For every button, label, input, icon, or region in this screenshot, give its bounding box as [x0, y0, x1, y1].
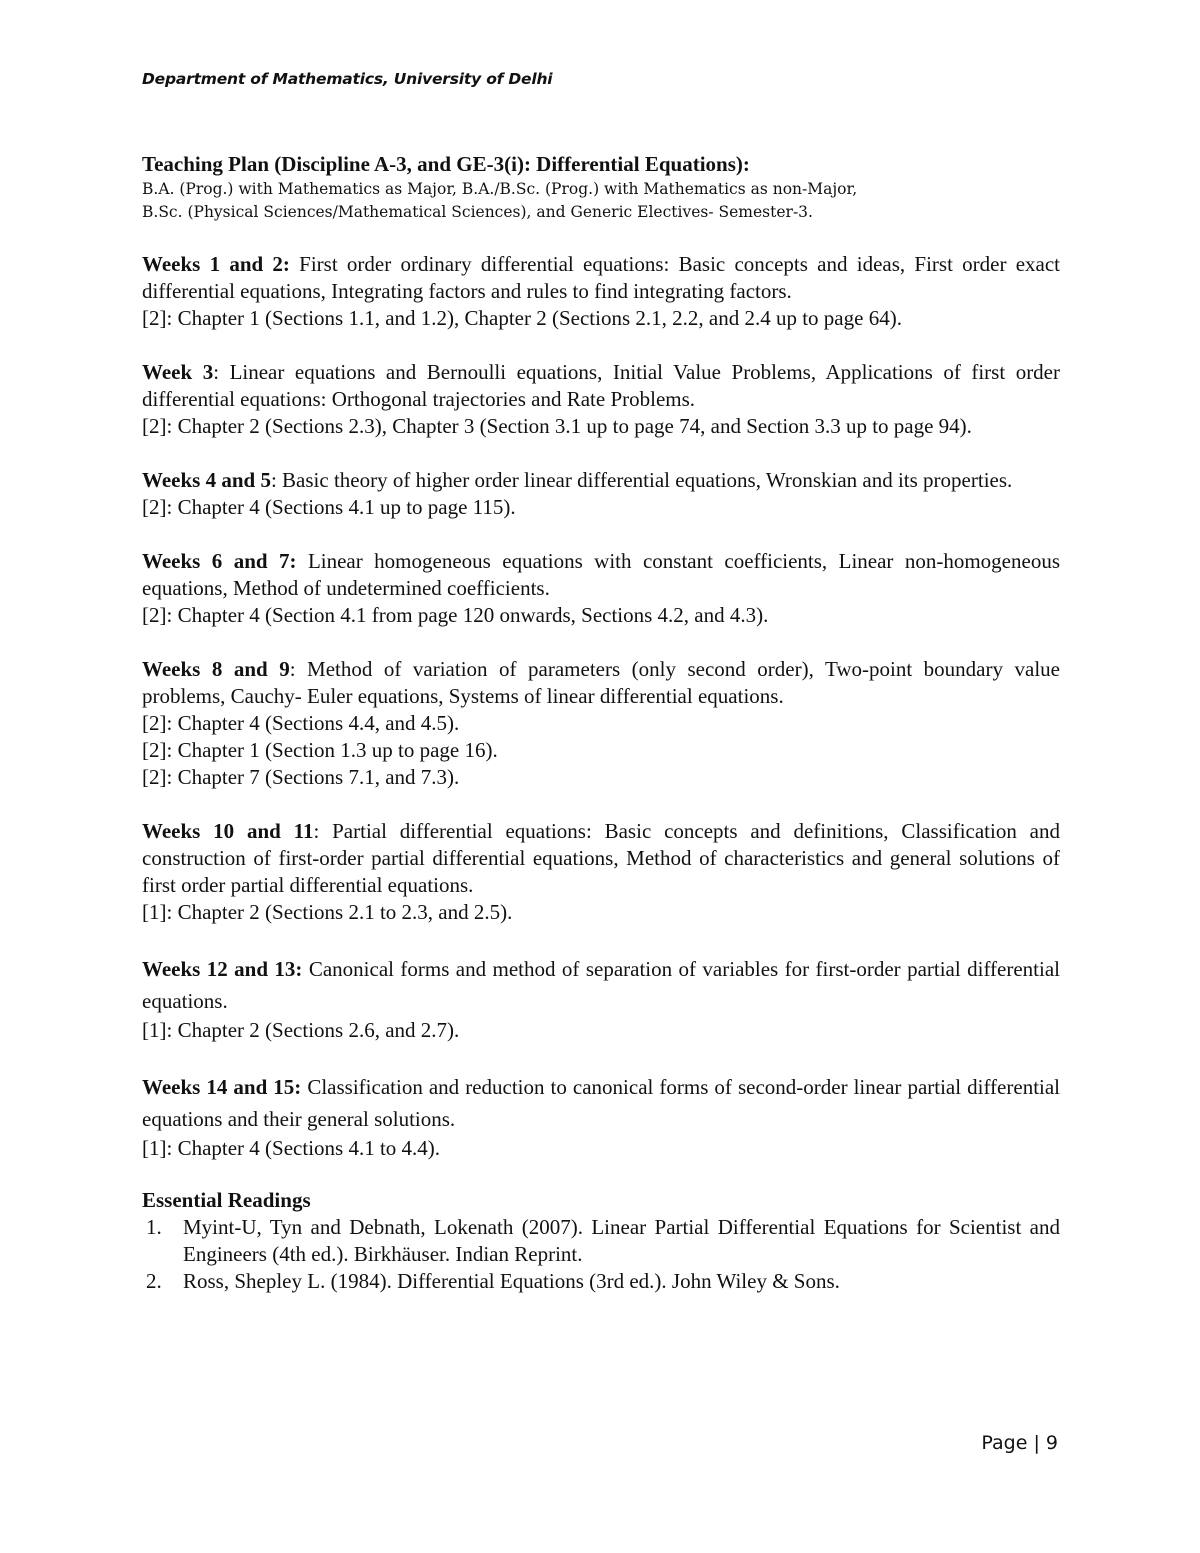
week-text: : Linear equations and Bernoulli equations, Initial Value Problems, Applications of first order differential equations: Orthogonal trajectories and Rate Problems.: [142, 360, 1060, 411]
week-text: Linear homogeneous equations with constant coefficients, Linear non-homogeneous equations, Method of undetermined coefficients.: [142, 549, 1060, 600]
week-description: [142, 548, 1060, 602]
week-section: [142, 1071, 1060, 1162]
readings-list: [142, 1214, 1060, 1295]
week-label: Weeks 4 and 5: [142, 468, 271, 492]
week-reference: [1]: Chapter 2 (Sections 2.6, and 2.7).: [142, 1018, 460, 1042]
week-text: Classification and reduction to canonical forms of second-order linear partial differential equations and their general solutions.: [142, 1075, 1061, 1131]
week-section: [142, 251, 1060, 332]
week-description: [142, 1071, 1060, 1135]
week-label: Week 3: [142, 360, 214, 384]
teaching-plan-title: Teaching Plan (Discipline A-3, and GE-3(i): Differential Equations):: [142, 152, 750, 176]
week-text: First order ordinary differential equations: Basic concepts and ideas, First order exact differential equations, Integrating factors and rules to find integrating factors.: [142, 252, 1060, 303]
page-content: [142, 150, 1060, 1295]
week-label: Weeks 10 and 11: [142, 819, 314, 843]
week-reference: [2]: Chapter 4 (Section 4.1 from page 120 onwards, Sections 4.2, and 4.3).: [142, 603, 769, 627]
week-text: : Partial differential equations: Basic concepts and definitions, Classification and construction of first-order partial differential equations, Method of characteristics and general solutions of first order partial differential equations.: [142, 819, 1060, 897]
week-label: Weeks 1 and 2:: [142, 252, 290, 276]
week-label: Weeks 14 and 15:: [142, 1075, 302, 1099]
week-description: [142, 251, 1060, 305]
week-text: : Method of variation of parameters (only second order), Two-point boundary value problems, Cauchy- Euler equations, Systems of linear differential equations.: [142, 657, 1060, 708]
week-section: [142, 359, 1060, 440]
reading-number: 2.: [146, 1269, 162, 1293]
week-reference: [1]: Chapter 2 (Sections 2.1 to 2.3, and 2.5).: [142, 900, 513, 924]
week-reference: [2]: Chapter 4 (Sections 4.1 up to page 115).: [142, 495, 516, 519]
subtitle-line: B.A. (Prog.) with Mathematics as Major, B.A./B.Sc. (Prog.) with Mathematics as non-Major,: [142, 180, 858, 198]
reading-text: Myint-U, Tyn and Debnath, Lokenath (2007). Linear Partial Differential Equations for Scientist and Engineers (4th ed.). Birkhäuser. Indian Reprint.: [183, 1215, 1060, 1266]
reading-item: [142, 1268, 1060, 1295]
reading-item: [142, 1214, 1060, 1268]
week-reference: [2]: Chapter 4 (Sections 4.4, and 4.5).: [142, 711, 460, 735]
essential-readings: [142, 1187, 1060, 1295]
week-section: [142, 953, 1060, 1044]
week-reference: [2]: Chapter 1 (Sections 1.1, and 1.2), Chapter 2 (Sections 2.1, 2.2, and 2.4 up to page 64).: [142, 306, 902, 330]
week-description: [142, 467, 1060, 494]
reading-number: 1.: [146, 1215, 162, 1239]
week-description: [142, 818, 1060, 899]
week-reference: [2]: Chapter 2 (Sections 2.3), Chapter 3 (Section 3.1 up to page 74, and Section 3.3 up to page 94).: [142, 414, 972, 438]
week-label: Weeks 12 and 13:: [142, 957, 303, 981]
page-header: Department of Mathematics, University of Delhi: [142, 70, 553, 88]
week-label: Weeks 6 and 7:: [142, 549, 297, 573]
week-section: [142, 467, 1060, 521]
week-text: : Basic theory of higher order linear differential equations, Wronskian and its properties.: [270, 468, 1013, 492]
week-section: [142, 656, 1060, 791]
week-label: Weeks 8 and 9: [142, 657, 290, 681]
week-description: [142, 359, 1060, 413]
week-section: [142, 818, 1060, 926]
week-reference: [2]: Chapter 7 (Sections 7.1, and 7.3).: [142, 765, 460, 789]
subtitle-line: B.Sc. (Physical Sciences/Mathematical Sciences), and Generic Electives- Semester-3.: [142, 203, 813, 221]
week-reference: [1]: Chapter 4 (Sections 4.1 to 4.4).: [142, 1136, 441, 1160]
week-description: [142, 656, 1060, 710]
essential-readings-title: Essential Readings: [142, 1188, 311, 1212]
reading-text: Ross, Shepley L. (1984). Differential Equations (3rd ed.). John Wiley & Sons.: [183, 1269, 840, 1293]
week-text: Canonical forms and method of separation of variables for first-order partial differential equations.: [142, 957, 1061, 1013]
week-description: [142, 953, 1060, 1017]
page-number: Page | 9: [981, 1432, 1058, 1454]
week-reference: [2]: Chapter 1 (Section 1.3 up to page 16).: [142, 738, 498, 762]
week-section: [142, 548, 1060, 629]
